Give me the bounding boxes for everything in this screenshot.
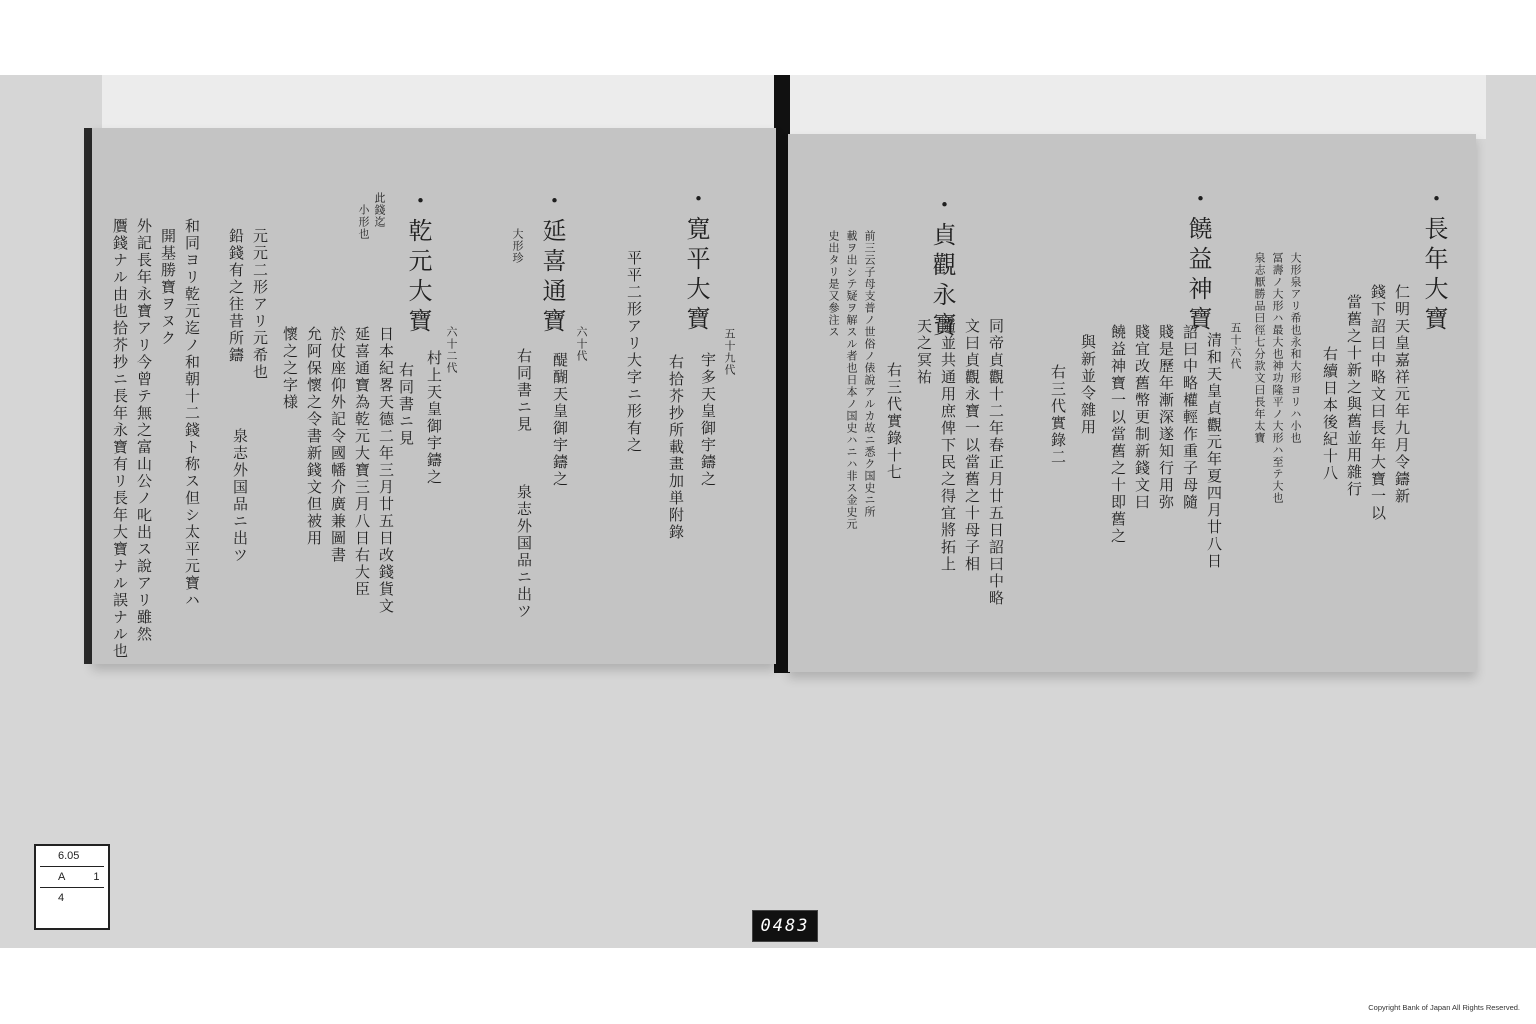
annotation: 冨壽ノ大形ハ最大也神功隆平ノ大形ハ至テ大也 [1271,252,1284,504]
reference-code: 6.05 [58,850,80,862]
annotation: 泉志厭勝品曰徑七分款文曰長年太寶 [1253,252,1266,444]
source-note: 右拾芥抄所載畫加単附錄 [667,354,685,541]
heading-engi-tsuho: ・延喜通寶 [538,188,566,338]
text-column: 饒益神寶一以當舊之十即舊之 [1109,324,1127,545]
source-note: 泉志外国品ニ出ツ [515,484,533,620]
annotation: 大形珍 [511,228,524,264]
reign-number: 五十六代 [1229,322,1242,370]
right-page [788,134,1476,672]
heading-kanpyo-taiho: ・寛平大寶 [682,186,710,336]
text-column: 允阿保懷之令書新錢文但被用 [305,326,323,547]
text-column: 賤是歷年漸深遂知行用弥 [1157,324,1175,511]
text-column: 宇多天皇御宇鑄之 [699,352,717,488]
text-column: 文曰貞觀永寶一以當舊之十母子相 [963,318,981,573]
heading-nyoeki-jinpo: ・饒益神寶 [1184,186,1212,336]
under-page-left [102,75,774,133]
annotation: 小形也 [357,204,370,240]
reign-number: 六十代 [575,326,588,362]
copyright-notice: Copyright Bank of Japan All Rights Reserved. [1368,1003,1520,1012]
annotation: 此錢迄 [373,192,386,228]
text-column: 於仗座仰外記令國幡介廣兼圖書 [329,326,347,564]
heading-jogan-eiho: ・貞觀永寶 [928,192,956,342]
reference-label [34,844,110,930]
text-column: 當舊之十新之與舊並用雜行 [1345,294,1363,498]
annotation: 大形泉アリ希也永和大形ヨリハ小也 [1289,252,1302,444]
text-column: 與新並令雜用 [1079,334,1097,436]
reference-volume: 1 [93,871,100,883]
source-note: 右同書ニ見 [397,362,415,447]
text-column: 錢下詔曰中略文曰長年大寶一以 [1369,284,1387,522]
left-page [92,128,776,664]
frame-number: 0483 [752,910,818,942]
reference-label-line [40,846,104,867]
source-note: 右同書ニ見 [515,348,533,433]
source-note: 右三代實錄十七 [885,362,903,481]
text-column: 元元二形アリ元希也 [251,228,269,381]
source-note: 泉志外国品ニ出ツ [231,428,249,564]
text-column: 村上天皇御宇鑄之 [425,350,443,486]
reign-number: 五十九代 [723,328,736,376]
text-column: 日本紀畧天德二年三月廿五日改錢貨文 [377,326,395,615]
text-column: 隨並共通用庶俾下民之得宜將拓上 [939,318,957,573]
heading-chonen-taiho: ・長年大寶 [1420,186,1448,336]
text-column: 同帝貞觀十二年春正月廿五日詔曰中略 [987,318,1005,607]
reference-item: 4 [58,892,65,904]
heading-kengen-taiho: ・乾元大寶 [404,188,432,338]
text-column: 仁明天皇嘉祥元年九月令鑄新 [1393,284,1411,505]
text-column: 開基勝寶ヲヌク [159,228,177,347]
reference-label-line [40,867,104,888]
text-column: 贋錢ナル由也拾芥抄ニ長年永寶有リ長年大寶ナル誤ナル也 [111,218,129,660]
under-page-right [790,75,1486,139]
text-column: 鉛錢有之往昔所鑄 [227,228,245,364]
text-column: 和同ヨリ乾元迄ノ和朝十二錢ト称ス但シ太平元寶ハ [183,218,201,609]
reign-number: 六十二代 [445,326,458,374]
text-column: 天之冥祐 [915,318,933,386]
text-column: 懷之之字様 [281,326,299,411]
text-column: 延喜通寶為乾元大寶三月八日右大臣 [353,326,371,598]
text-column: 詔曰中略權輕作重子母隨 [1181,324,1199,511]
text-column: 醍醐天皇御宇鑄之 [551,352,569,488]
text-column: 清和天皇貞觀元年夏四月廿八日 [1205,332,1223,570]
text-column: 平平二形アリ大字ニ形有之 [625,250,643,454]
source-note: 右續日本後紀十八 [1321,346,1339,482]
reference-series: A [58,871,66,883]
text-column: 賤宜改舊幣更制新錢文曰 [1133,324,1151,511]
text-column: 外記長年永寶アリ今曾テ無之富山公ノ叱出ス說アリ雖然 [135,218,153,643]
annotation: 載ヲ出シテ疑ヲ解スル者也日本ノ国史ハニハ非ス金史元 [845,230,858,530]
source-note: 右三代實錄二 [1049,364,1067,466]
annotation: 前三云子母支普ノ世俗ノ俵說アルカ故ニ悉ク国史ニ所 [863,230,876,518]
annotation: 史出タリ是又參注ス [827,230,840,338]
reference-label-line [40,888,104,908]
